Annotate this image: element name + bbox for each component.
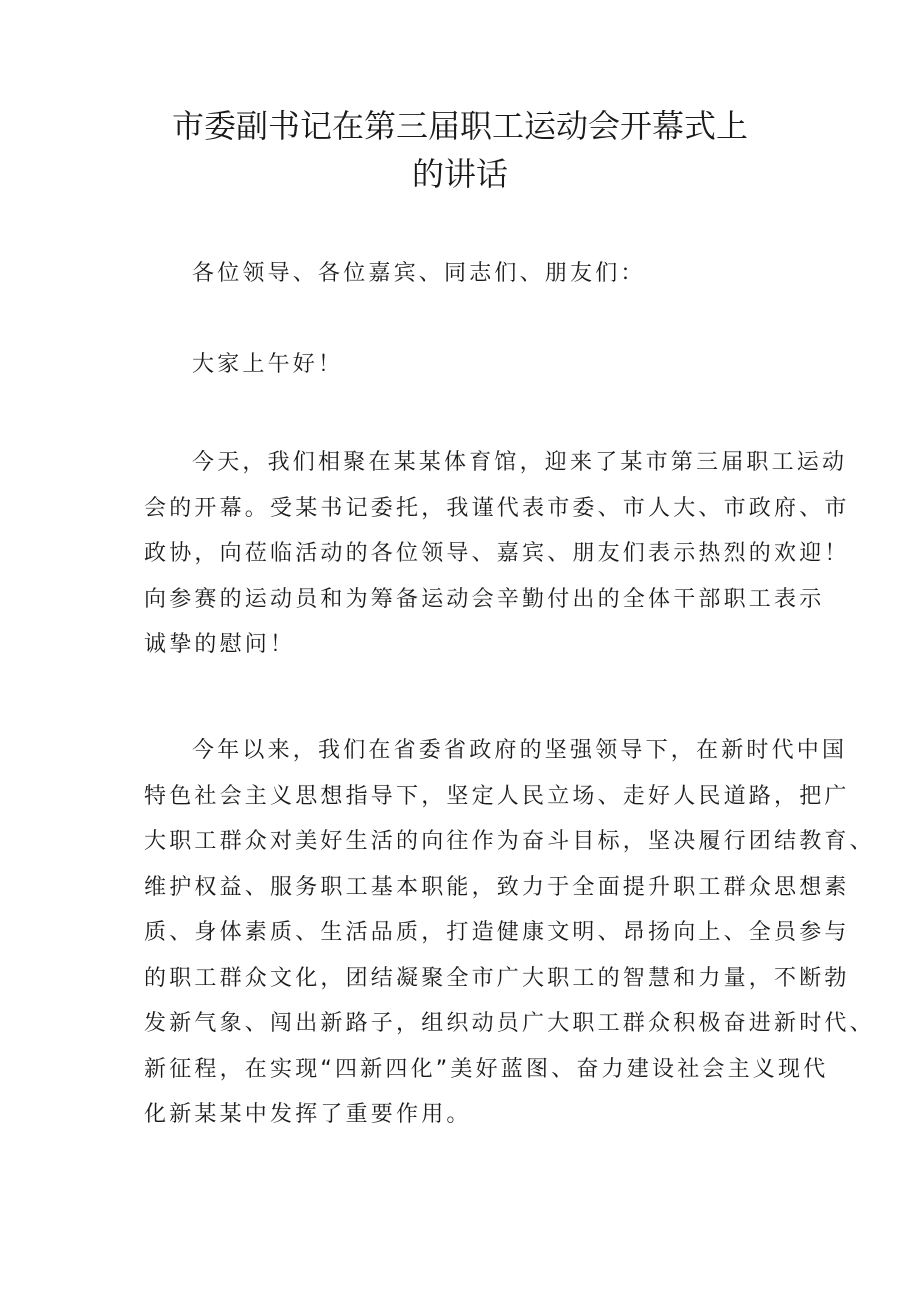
- paragraph-2-line: 质、身体素质、生活品质，打造健康文明、昂扬向上、全员参与: [144, 920, 850, 945]
- paragraph-1-line: 政协，向莅临活动的各位领导、嘉宾、朋友们表示热烈的欢迎！: [144, 541, 850, 566]
- paragraph-2-line: 发新气象、闯出新路子，组织动员广大职工群众积极奋进新时代、: [144, 1011, 875, 1036]
- greeting-text: 大家上午好！: [192, 352, 344, 377]
- paragraph-2-line: 化新某某中发挥了重要作用。: [144, 1102, 472, 1127]
- greeting: [144, 342, 794, 388]
- title-line-2: 的讲话: [411, 155, 508, 193]
- paragraph-1-line: 今天，我们相聚在某某体育馆，迎来了某市第三届职工运动: [192, 450, 848, 475]
- title-line-1: 市委副书记在第三届职工运动会开幕式上: [171, 107, 748, 145]
- paragraph-2-line: 新征程，在实现“四新四化”美好蓝图、奋力建设社会主义现代: [144, 1056, 829, 1082]
- document-title: [140, 102, 780, 198]
- paragraph-2-line: 维护权益、服务职工基本职能，致力于全面提升职工群众思想素: [144, 874, 850, 900]
- paragraph-2-line: 的职工群众文化，团结凝聚全市广大职工的智慧和力量，不断勃: [144, 965, 850, 991]
- paragraph-2-line: 大职工群众对美好生活的向往作为奋斗目标，坚决履行团结教育、: [144, 829, 875, 854]
- paragraph-1-line: 诚挚的慰问！: [144, 632, 296, 657]
- paragraph-1: [144, 440, 850, 668]
- salutation-text: 各位领导、各位嘉宾、同志们、朋友们：: [192, 261, 646, 286]
- paragraph-1-line: 向参赛的运动员和为筹备运动会辛勤付出的全体干部职工表示: [144, 586, 825, 612]
- salutation: [144, 251, 794, 297]
- paragraph-2-line: 特色社会主义思想指导下，坚定人民立场、走好人民道路，把广: [144, 783, 850, 809]
- paragraph-2: [144, 728, 875, 1138]
- paragraph-1-line: 会的开幕。受某书记委托，我谨代表市委、市人大、市政府、市: [144, 495, 850, 521]
- paragraph-2-line: 今年以来，我们在省委省政府的坚强领导下，在新时代中国: [192, 738, 848, 763]
